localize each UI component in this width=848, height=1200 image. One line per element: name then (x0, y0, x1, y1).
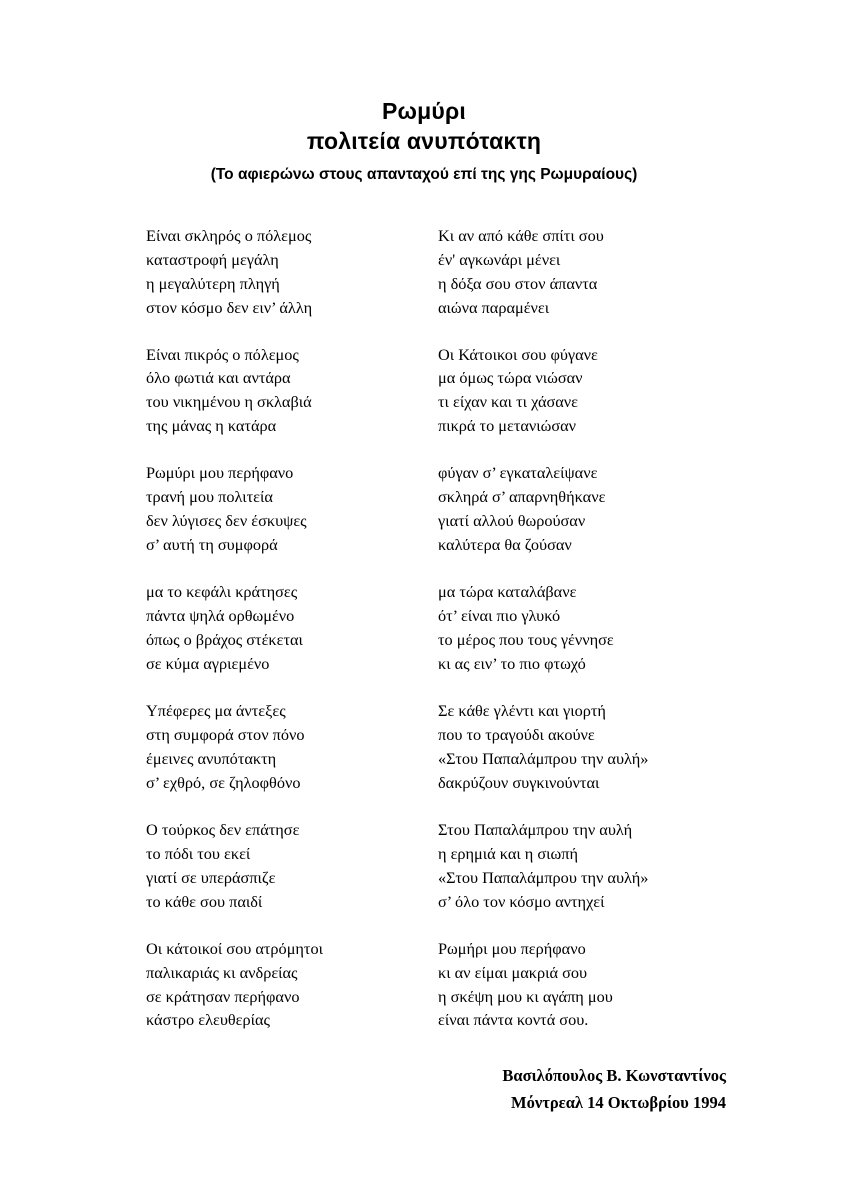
stanza (146, 461, 438, 557)
signature-block (72, 1063, 776, 1116)
poem-line: στον κόσμο δεν ειν’ άλλη (146, 297, 313, 317)
poem-line: που το τραγούδι ακούνε (438, 724, 595, 744)
stanza (438, 580, 738, 676)
poem-line: σκληρά σ’ απαρνηθήκανε (438, 487, 606, 507)
poem-line: γιατί σε υπεράσπιζε (146, 867, 276, 887)
poem-line: το πόδι του εκεί (146, 843, 251, 863)
title-block (72, 96, 776, 184)
poem-line: κι αν είμαι μακριά σου (438, 962, 588, 982)
poem-line: «Στου Παπαλάμπρου την αυλή» (438, 867, 649, 887)
poem-dedication: (Το αφιερώνω στους απανταχού επί της γης Ρωμυραίους) (210, 165, 638, 183)
stanza (438, 937, 738, 1033)
poem-line: σ’ όλο τον κόσμο αντηχεί (438, 891, 605, 911)
poem-column-right (438, 224, 738, 1033)
poem-line: Στου Παπαλάμπρου την αυλή (438, 819, 633, 839)
poem-line: της μάνας η κατάρα (146, 416, 277, 436)
poem-line: πικρά το μετανιώσαν (438, 416, 577, 436)
poem-line: Υπέφερες μα άντεξες (146, 700, 286, 720)
poem-line: τι είχαν και τι χάσανε (438, 392, 578, 412)
poem-line: Ρωμήρι μου περήφανο (438, 938, 586, 958)
poem-line: το κάθε σου παιδί (146, 891, 263, 911)
poem-line: σ’ αυτή τη συμφορά (146, 535, 278, 555)
stanza (146, 937, 438, 1033)
poem-line: όλο φωτιά και αντάρα (146, 368, 291, 388)
poem-line: έμεινες ανυπότακτη (146, 748, 277, 768)
poem-line: μα το κεφάλι κράτησες (146, 582, 298, 602)
poem-line: το μέρος που τους γέννησε (438, 630, 614, 650)
poem-line: Κι αν από κάθε σπίτι σου (438, 225, 604, 245)
stanza (438, 818, 738, 914)
poem-line: η ερημιά και η σιωπή (438, 843, 579, 863)
poem-line: παλικαριάς κι ανδρείας (146, 962, 298, 982)
poem-title-line-1: Ρωμύρι (381, 98, 467, 124)
stanza (438, 699, 738, 795)
stanza (146, 699, 438, 795)
poem-line: τρανή μου πολιτεία (146, 487, 273, 507)
stanza (146, 580, 438, 676)
poem-line: καταστροφή μεγάλη (146, 249, 279, 269)
poem-line: είναι πάντα κοντά σου. (438, 1010, 589, 1030)
poem-line: δεν λύγισες δεν έσκυψες (146, 511, 307, 531)
poem-line: ότ’ είναι πιο γλυκό (438, 606, 561, 626)
poem-line: έν' αγκωνάρι μένει (438, 249, 561, 269)
poem-body (72, 224, 776, 1033)
poem-line: στη συμφορά στον πόνο (146, 724, 305, 744)
poem-line: η σκέψη μου κι αγάπη μου (438, 986, 613, 1006)
poem-line: η μεγαλύτερη πληγή (146, 273, 280, 293)
author-name: Βασιλόπουλος Β. Κωνσταντίνος (502, 1066, 726, 1086)
poem-line: μα τώρα καταλάβανε (438, 582, 577, 602)
poem-line: πάντα ψηλά ορθωμένο (146, 606, 295, 626)
poem-line: όπως ο βράχος στέκεται (146, 630, 303, 650)
stanza (438, 224, 738, 320)
stanza (438, 343, 738, 439)
stanza (146, 818, 438, 914)
poem-line: φύγαν σ’ εγκαταλείψανε (438, 463, 598, 483)
stanza (438, 461, 738, 557)
place-and-date: Μόντρεαλ 14 Οκτωβρίου 1994 (511, 1092, 726, 1112)
poem-line: Ο τούρκος δεν επάτησε (146, 819, 300, 839)
poem-line: δακρύζουν συγκινούνται (438, 772, 600, 792)
poem-line: η δόξα σου στον άπαντα (438, 273, 598, 293)
poem-line: σε κύμα αγριεμένο (146, 654, 270, 674)
poem-line: κάστρο ελευθερίας (146, 1010, 270, 1030)
poem-line: σε κράτησαν περήφανο (146, 986, 300, 1006)
poem-line: Οι κάτοικοί σου ατρόμητοι (146, 938, 323, 958)
poem-line: του νικημένου η σκλαβιά (146, 392, 312, 412)
poem-title-line-2: πολιτεία ανυπότακτη (306, 128, 542, 155)
poem-line: Ρωμύρι μου περήφανο (146, 463, 294, 483)
poem-line: γιατί αλλού θωρούσαν (438, 511, 586, 531)
stanza (146, 224, 438, 320)
poem-line: αιώνα παραμένει (438, 297, 550, 317)
poem-line: «Στου Παπαλάμπρου την αυλή» (438, 748, 649, 768)
poem-line: σ’ εχθρό, σε ζηλοφθόνο (146, 772, 301, 792)
poem-line: Είναι σκληρός ο πόλεμος (146, 225, 312, 245)
stanza (146, 343, 438, 439)
poem-line: κι ας ειν’ το πιο φτωχό (438, 654, 586, 674)
poem-line: Σε κάθε γλέντι και γιορτή (438, 700, 606, 720)
poem-line: καλύτερα θα ζούσαν (438, 535, 572, 555)
poem-column-left (146, 224, 438, 1033)
poem-line: Οι Κάτοικοι σου φύγανε (438, 344, 598, 364)
poem-line: μα όμως τώρα νιώσαν (438, 368, 583, 388)
poem-line: Είναι πικρός ο πόλεμος (146, 344, 299, 364)
